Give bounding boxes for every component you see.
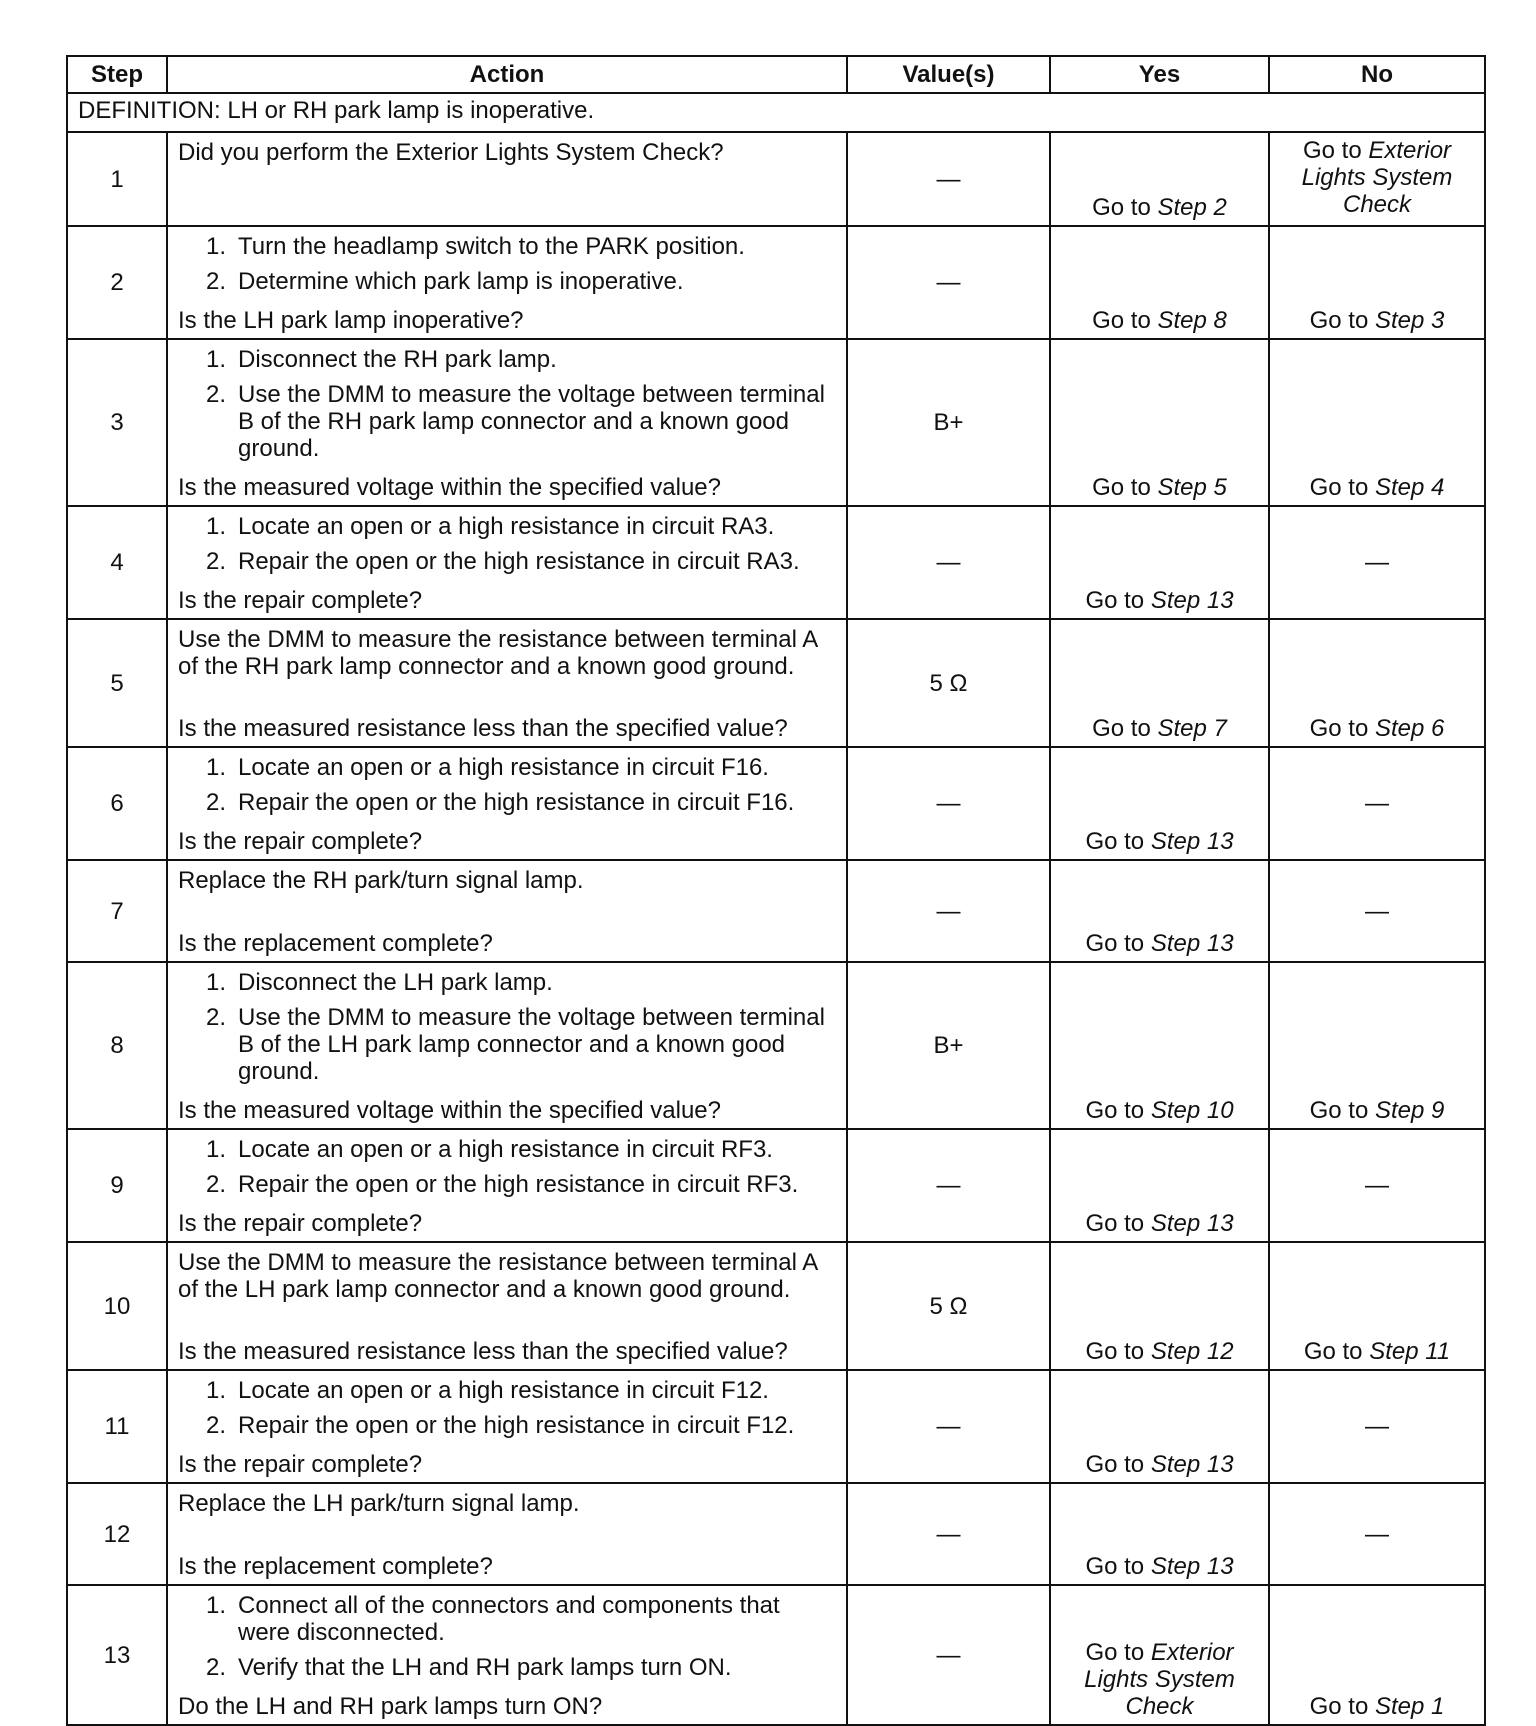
header-yes: Yes: [1050, 56, 1269, 93]
header-step: Step: [67, 56, 167, 93]
yes-goto: Go to Exterior Lights System Check: [1084, 1639, 1235, 1720]
yes-goto: Go to Step 13: [1085, 828, 1234, 855]
item-number: 1.: [206, 754, 227, 781]
action-cell: [167, 747, 847, 860]
step-number: 2: [67, 226, 167, 339]
numbered-item: [178, 513, 836, 540]
value-cell: 5 Ω: [847, 1242, 1050, 1370]
action-cell: [167, 962, 847, 1129]
yes-content: [1057, 1590, 1262, 1720]
value-cell: —: [847, 1370, 1050, 1483]
item-text: Verify that the LH and RH park lamps turn ON.: [238, 1654, 732, 1681]
yes-goto: Go to Step 13: [1085, 1553, 1234, 1580]
no-content: [1276, 1247, 1478, 1365]
value-cell: —: [847, 1585, 1050, 1725]
step-row-13: [67, 1585, 1485, 1725]
yes-content: [1057, 1488, 1262, 1580]
yes-cell: [1050, 132, 1269, 226]
step-number: 9: [67, 1129, 167, 1242]
action-instructions: [178, 233, 836, 303]
no-target: Exterior Lights System Check: [1301, 137, 1453, 218]
action-instructions: [178, 139, 836, 172]
yes-cell: [1050, 1129, 1269, 1242]
no-content: [1276, 137, 1478, 221]
numbered-item: [178, 969, 836, 996]
item-number: 2.: [206, 1171, 227, 1198]
item-number: 1.: [206, 969, 227, 996]
no-cell: [1269, 962, 1485, 1129]
step-number: 1: [67, 132, 167, 226]
yes-target: Step 13: [1150, 587, 1234, 614]
action-question: Is the repair complete?: [178, 1451, 423, 1478]
action-instructions: [178, 513, 836, 583]
action-question: Is the replacement complete?: [178, 930, 493, 957]
step-row-7: [67, 860, 1485, 962]
action-cell: [167, 1370, 847, 1483]
action-cell: [167, 1242, 847, 1370]
no-cell: [1269, 619, 1485, 747]
action-content: [178, 233, 836, 334]
action-content: [178, 513, 836, 614]
step-row-8: [67, 962, 1485, 1129]
yes-cell: [1050, 747, 1269, 860]
yes-target: Step 10: [1150, 1097, 1234, 1124]
yes-target: Step 5: [1157, 474, 1227, 501]
item-text: Locate an open or a high resistance in circuit F12.: [238, 1377, 769, 1404]
no-content: [1276, 344, 1478, 501]
no-goto: Go to Step 3: [1309, 307, 1445, 334]
yes-content: [1057, 967, 1262, 1124]
item-number: 2.: [206, 1654, 227, 1681]
yes-cell: [1050, 962, 1269, 1129]
value-cell: —: [847, 1483, 1050, 1585]
step-row-4: [67, 506, 1485, 619]
action-content: [178, 139, 836, 221]
numbered-item: [178, 1136, 836, 1163]
item-text: Disconnect the RH park lamp.: [238, 346, 557, 373]
action-content: [178, 1136, 836, 1237]
yes-target: Step 7: [1157, 715, 1227, 742]
item-number: 1.: [206, 233, 227, 260]
value-cell: —: [847, 226, 1050, 339]
no-cell: —: [1269, 1129, 1485, 1242]
action-instructions: [178, 969, 836, 1093]
header-values: Value(s): [847, 56, 1050, 93]
no-goto: Go to Step 6: [1309, 715, 1445, 742]
step-row-2: [67, 226, 1485, 339]
no-cell: [1269, 1585, 1485, 1725]
action-question: Is the measured voltage within the specified value?: [178, 474, 721, 501]
step-row-3: [67, 339, 1485, 506]
action-content: [178, 754, 836, 855]
step-number: 11: [67, 1370, 167, 1483]
yes-cell: [1050, 860, 1269, 962]
yes-content: [1057, 344, 1262, 501]
yes-cell: [1050, 1242, 1269, 1370]
yes-target: Step 13: [1150, 1451, 1234, 1478]
step-number: 4: [67, 506, 167, 619]
no-cell: —: [1269, 860, 1485, 962]
step-number: 3: [67, 339, 167, 506]
item-text: Locate an open or a high resistance in circuit RA3.: [238, 513, 775, 540]
step-number: 13: [67, 1585, 167, 1725]
yes-target: Step 2: [1157, 194, 1227, 221]
action-cell: [167, 339, 847, 506]
no-cell: —: [1269, 747, 1485, 860]
action-cell: [167, 1585, 847, 1725]
yes-content: [1057, 865, 1262, 957]
yes-content: [1057, 1375, 1262, 1478]
no-content: [1276, 624, 1478, 742]
yes-cell: [1050, 339, 1269, 506]
yes-target: Step 13: [1150, 828, 1234, 855]
yes-goto: Go to Step 13: [1085, 587, 1234, 614]
definition-row: [67, 93, 1485, 132]
action-paragraph: Use the DMM to measure the resistance between terminal A of the LH park lamp connector and a known good ground.: [178, 1249, 817, 1303]
yes-cell: [1050, 1483, 1269, 1585]
action-instructions: [178, 346, 836, 470]
action-paragraph: Did you perform the Exterior Lights System Check?: [178, 139, 724, 166]
action-question: Is the repair complete?: [178, 587, 423, 614]
numbered-item: [178, 789, 836, 816]
value-cell: B+: [847, 339, 1050, 506]
step-row-5: [67, 619, 1485, 747]
action-question: Is the measured resistance less than the specified value?: [178, 1338, 788, 1365]
item-text: Locate an open or a high resistance in circuit F16.: [238, 754, 769, 781]
no-cell: —: [1269, 1370, 1485, 1483]
yes-goto: Go to Step 13: [1085, 1210, 1234, 1237]
item-number: 1.: [206, 346, 227, 373]
step-row-1: [67, 132, 1485, 226]
yes-content: [1057, 752, 1262, 855]
item-text: Use the DMM to measure the voltage between terminal B of the LH park lamp connector and a known good ground.: [238, 1004, 825, 1085]
action-question: Is the replacement complete?: [178, 1553, 493, 1580]
header-row: [67, 56, 1485, 93]
action-question: Is the repair complete?: [178, 828, 423, 855]
action-cell: [167, 226, 847, 339]
no-goto: Go to Step 11: [1303, 1338, 1451, 1365]
numbered-item: [178, 233, 836, 260]
item-text: Repair the open or the high resistance in circuit F16.: [238, 789, 795, 816]
definition-text: DEFINITION: LH or RH park lamp is inoperative.: [67, 93, 1485, 132]
step-number: 6: [67, 747, 167, 860]
action-cell: [167, 619, 847, 747]
step-number: 8: [67, 962, 167, 1129]
action-content: [178, 346, 836, 501]
item-number: 1.: [206, 1136, 227, 1163]
step-number: 5: [67, 619, 167, 747]
no-goto: Go to Step 1: [1309, 1693, 1445, 1720]
item-number: 1.: [206, 1592, 227, 1619]
item-text: Determine which park lamp is inoperative.: [238, 268, 684, 295]
item-number: 1.: [206, 513, 227, 540]
item-number: 2.: [206, 789, 227, 816]
step-number: 12: [67, 1483, 167, 1585]
yes-cell: [1050, 506, 1269, 619]
header-action: Action: [167, 56, 847, 93]
item-text: Repair the open or the high resistance in circuit F12.: [238, 1412, 795, 1439]
action-instructions: [178, 626, 836, 686]
item-text: Repair the open or the high resistance in circuit RA3.: [238, 548, 800, 575]
value-cell: —: [847, 1129, 1050, 1242]
yes-goto: Go to Step 13: [1085, 930, 1234, 957]
item-text: Use the DMM to measure the voltage between terminal B of the RH park lamp connector and a known good ground.: [238, 381, 825, 462]
action-cell: [167, 860, 847, 962]
diagnostic-table: [66, 55, 1486, 1726]
action-question: Is the measured voltage within the specified value?: [178, 1097, 721, 1124]
action-instructions: [178, 1490, 836, 1523]
yes-content: [1057, 137, 1262, 221]
value-cell: B+: [847, 962, 1050, 1129]
action-cell: [167, 1129, 847, 1242]
yes-goto: Go to Step 10: [1085, 1097, 1234, 1124]
yes-cell: [1050, 1585, 1269, 1725]
no-cell: [1269, 132, 1485, 226]
yes-target: Step 8: [1157, 307, 1227, 334]
item-number: 2.: [206, 548, 227, 575]
yes-target: Step 13: [1150, 930, 1234, 957]
no-target: Step 1: [1374, 1693, 1445, 1720]
numbered-item: [178, 1377, 836, 1404]
value-cell: —: [847, 860, 1050, 962]
numbered-item: [178, 346, 836, 373]
numbered-item: [178, 1004, 836, 1085]
yes-goto: Go to Step 8: [1092, 307, 1227, 334]
no-cell: [1269, 1242, 1485, 1370]
action-question: Is the measured resistance less than the specified value?: [178, 715, 788, 742]
yes-goto: Go to Step 5: [1092, 474, 1227, 501]
step-row-10: [67, 1242, 1485, 1370]
action-content: [178, 1249, 836, 1365]
numbered-item: [178, 1412, 836, 1439]
no-target: Step 3: [1374, 307, 1445, 334]
item-number: 1.: [206, 1377, 227, 1404]
yes-cell: [1050, 1370, 1269, 1483]
numbered-item: [178, 268, 836, 295]
action-instructions: [178, 1136, 836, 1206]
yes-content: [1057, 1134, 1262, 1237]
step-row-12: [67, 1483, 1485, 1585]
yes-cell: [1050, 619, 1269, 747]
action-instructions: [178, 1377, 836, 1447]
item-number: 2.: [206, 268, 227, 295]
item-text: Disconnect the LH park lamp.: [238, 969, 553, 996]
action-question: Do the LH and RH park lamps turn ON?: [178, 1693, 603, 1720]
action-content: [178, 1592, 836, 1720]
header-no: No: [1269, 56, 1485, 93]
step-row-9: [67, 1129, 1485, 1242]
yes-goto: Go to Step 2: [1092, 194, 1227, 221]
action-instructions: [178, 867, 836, 900]
yes-target: Step 13: [1150, 1553, 1234, 1580]
action-paragraph: Replace the RH park/turn signal lamp.: [178, 867, 584, 894]
no-content: [1276, 1590, 1478, 1720]
no-goto: Go to Exterior Lights System Check: [1301, 137, 1453, 218]
numbered-item: [178, 1592, 836, 1646]
no-content: [1276, 231, 1478, 334]
no-cell: —: [1269, 1483, 1485, 1585]
no-target: Step 4: [1374, 474, 1445, 501]
step-number: 10: [67, 1242, 167, 1370]
no-cell: [1269, 339, 1485, 506]
action-instructions: [178, 1249, 836, 1309]
action-content: [178, 626, 836, 742]
yes-goto: Go to Step 13: [1085, 1451, 1234, 1478]
no-content: [1276, 967, 1478, 1124]
yes-goto: Go to Step 12: [1085, 1338, 1234, 1365]
item-text: Repair the open or the high resistance in circuit RF3.: [238, 1171, 799, 1198]
numbered-item: [178, 1171, 836, 1198]
action-cell: [167, 506, 847, 619]
yes-content: [1057, 1247, 1262, 1365]
yes-content: [1057, 511, 1262, 614]
action-content: [178, 969, 836, 1124]
step-number: 7: [67, 860, 167, 962]
item-number: 2.: [206, 381, 227, 408]
yes-target: Step 13: [1150, 1210, 1234, 1237]
action-content: [178, 1377, 836, 1478]
value-cell: —: [847, 747, 1050, 860]
action-content: [178, 1490, 836, 1580]
action-question: Is the repair complete?: [178, 1210, 423, 1237]
action-paragraph: Use the DMM to measure the resistance between terminal A of the RH park lamp connector and a known good ground.: [178, 626, 817, 680]
yes-content: [1057, 624, 1262, 742]
action-instructions: [178, 754, 836, 824]
no-target: Step 11: [1369, 1338, 1451, 1365]
item-text: Turn the headlamp switch to the PARK position.: [238, 233, 745, 260]
yes-cell: [1050, 226, 1269, 339]
yes-content: [1057, 231, 1262, 334]
value-cell: 5 Ω: [847, 619, 1050, 747]
yes-target: Exterior Lights System Check: [1084, 1639, 1235, 1720]
item-text: Locate an open or a high resistance in circuit RF3.: [238, 1136, 773, 1163]
action-cell: [167, 132, 847, 226]
action-question: Is the LH park lamp inoperative?: [178, 307, 524, 334]
action-cell: [167, 1483, 847, 1585]
item-text: Connect all of the connectors and components that were disconnected.: [238, 1592, 780, 1646]
numbered-item: [178, 548, 836, 575]
no-cell: —: [1269, 506, 1485, 619]
yes-target: Step 12: [1150, 1338, 1234, 1365]
numbered-item: [178, 1654, 836, 1681]
no-target: Step 9: [1374, 1097, 1445, 1124]
numbered-item: [178, 754, 836, 781]
item-number: 2.: [206, 1412, 227, 1439]
action-instructions: [178, 1592, 836, 1689]
step-row-11: [67, 1370, 1485, 1483]
diagnostic-table-page: [66, 55, 1484, 1726]
no-goto: Go to Step 4: [1309, 474, 1445, 501]
value-cell: —: [847, 506, 1050, 619]
step-row-6: [67, 747, 1485, 860]
value-cell: —: [847, 132, 1050, 226]
numbered-item: [178, 381, 836, 462]
action-content: [178, 867, 836, 957]
yes-goto: Go to Step 7: [1092, 715, 1227, 742]
item-number: 2.: [206, 1004, 227, 1031]
no-goto: Go to Step 9: [1309, 1097, 1445, 1124]
no-cell: [1269, 226, 1485, 339]
no-target: Step 6: [1374, 715, 1445, 742]
action-paragraph: Replace the LH park/turn signal lamp.: [178, 1490, 580, 1517]
